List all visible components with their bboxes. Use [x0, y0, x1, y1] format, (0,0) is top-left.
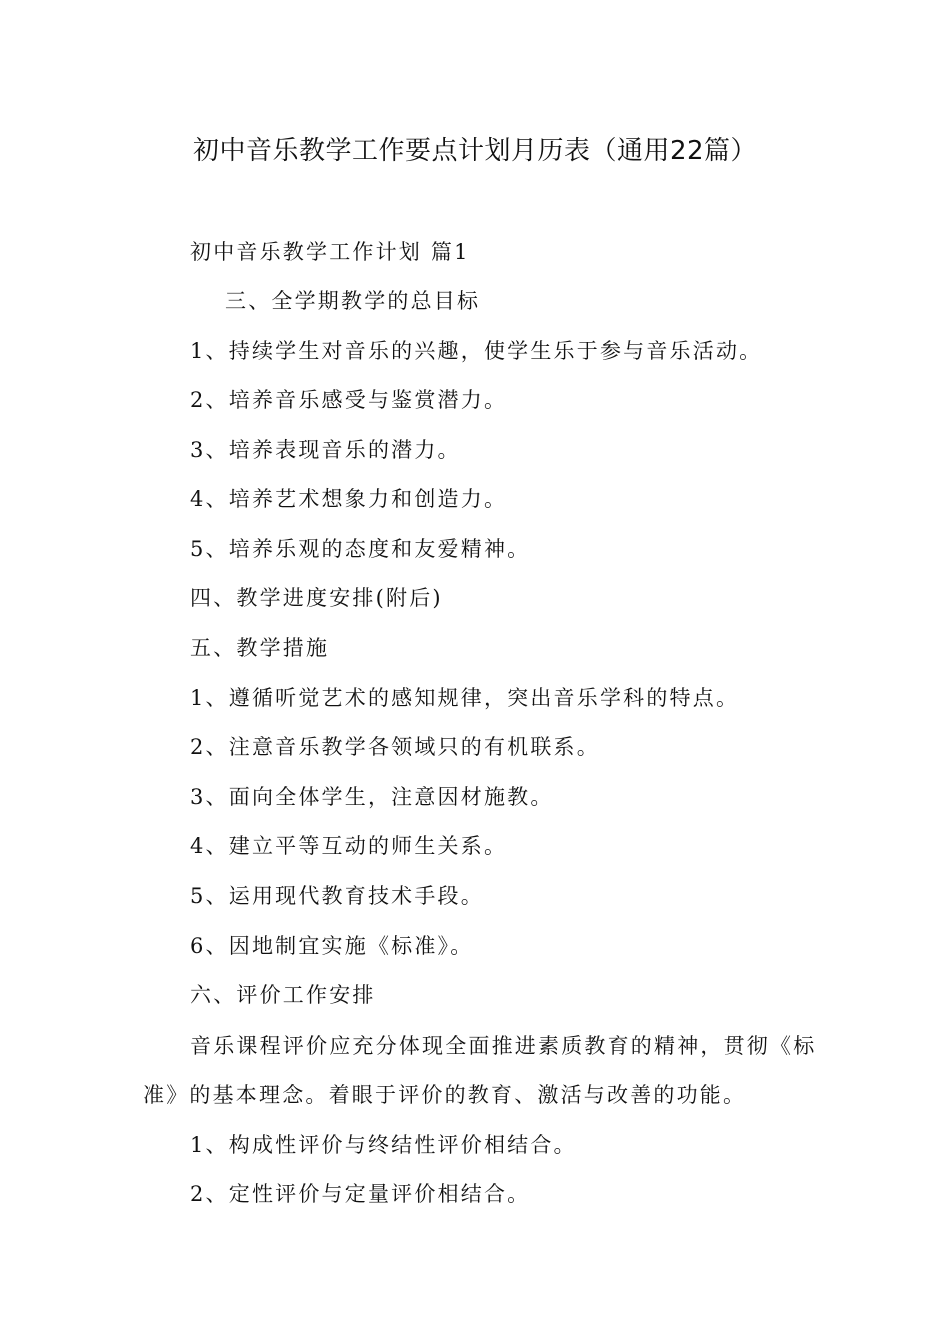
- paragraph-line: 音乐课程评价应充分体现全面推进素质教育的精神，贯彻《标: [190, 1034, 817, 1058]
- list-item: 1、遵循听觉艺术的感知规律，突出音乐学科的特点。: [190, 686, 740, 710]
- section-heading: 五、教学措施: [190, 636, 330, 660]
- list-item: 1、持续学生对音乐的兴趣，使学生乐于参与音乐活动。: [190, 339, 763, 363]
- list-item: 4、建立平等互动的师生关系。: [190, 834, 508, 858]
- section-heading: 初中音乐教学工作计划 篇1: [190, 240, 470, 264]
- section-heading: 三、全学期教学的总目标: [225, 289, 481, 313]
- list-item: 5、培养乐观的态度和友爱精神。: [190, 537, 531, 561]
- document-title: 初中音乐教学工作要点计划月历表（通用22篇）: [192, 136, 758, 166]
- list-item: 2、注意音乐教学各领域只的有机联系。: [190, 735, 600, 759]
- list-item: 1、构成性评价与终结性评价相结合。: [190, 1133, 577, 1157]
- section-heading: 四、教学进度安排(附后): [190, 586, 443, 610]
- paragraph-line: 准》的基本理念。着眼于评价的教育、激活与改善的功能。: [143, 1083, 747, 1107]
- list-item: 6、因地制宜实施《标准》。: [190, 934, 474, 958]
- list-item: 4、培养艺术想象力和创造力。: [190, 487, 508, 511]
- section-heading: 六、评价工作安排: [190, 983, 376, 1007]
- list-item: 5、运用现代教育技术手段。: [190, 884, 484, 908]
- list-item: 2、培养音乐感受与鉴赏潜力。: [190, 388, 508, 412]
- list-item: 2、定性评价与定量评价相结合。: [190, 1182, 531, 1206]
- list-item: 3、培养表现音乐的潜力。: [190, 438, 461, 462]
- list-item: 3、面向全体学生，注意因材施教。: [190, 785, 554, 809]
